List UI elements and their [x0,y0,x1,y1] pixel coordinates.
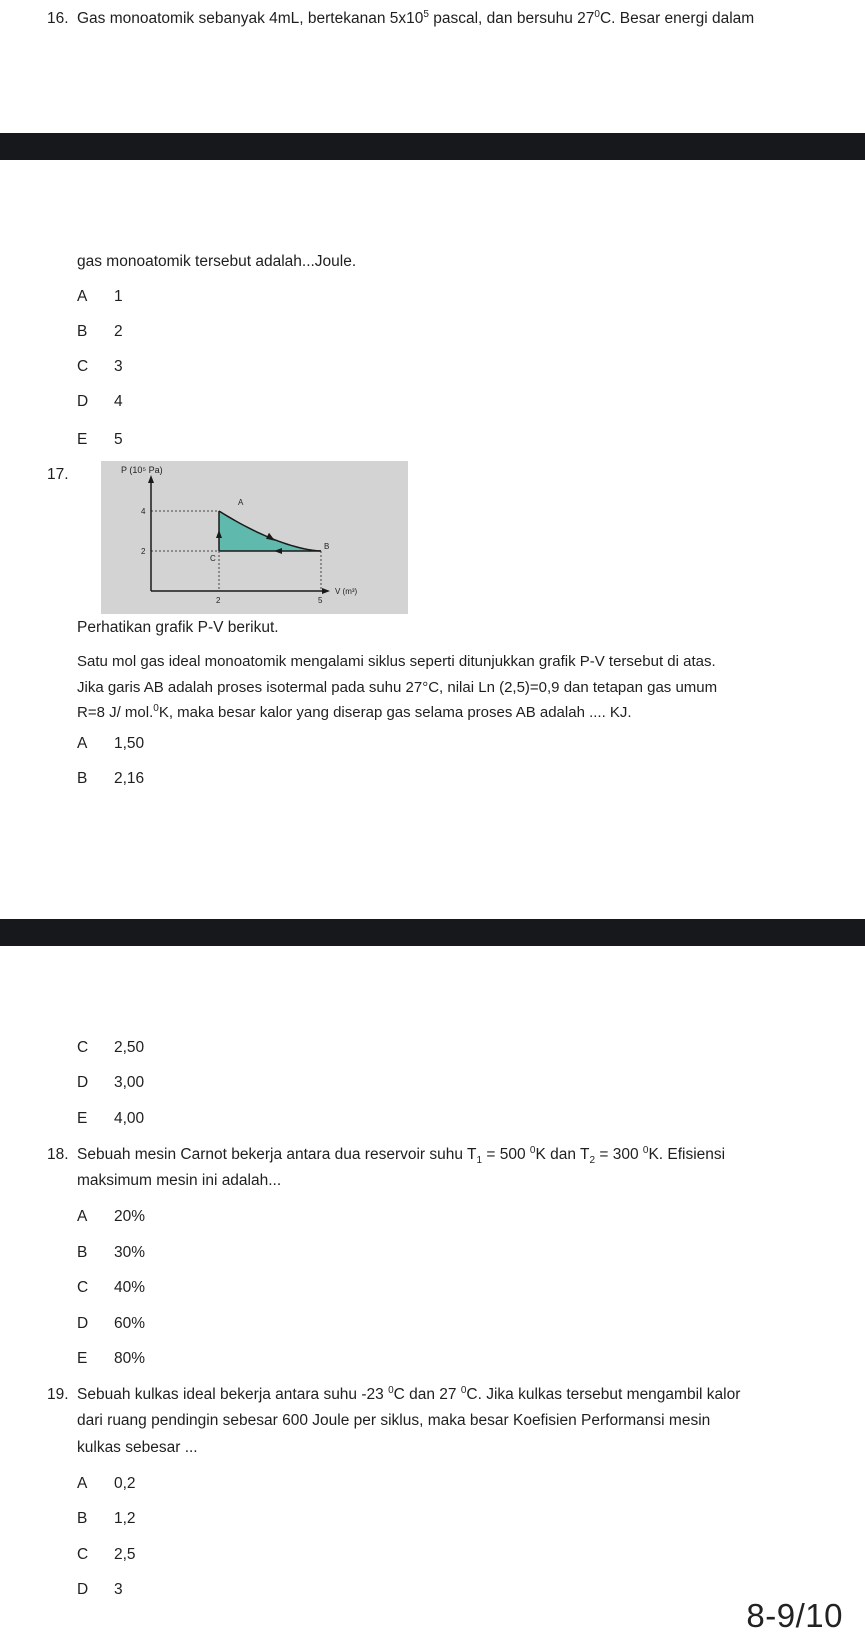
option-letter: D [77,393,89,410]
option-value: 4 [114,393,123,410]
pv-point-label-c: C [210,554,216,563]
option-letter: B [77,323,88,340]
q16-option-b[interactable] [77,320,277,344]
pv-x-axis-arrow [322,588,330,594]
q19-option-d[interactable] [77,1578,277,1602]
q16-question-line2: gas monoatomik tersebut adalah...Joule. [77,253,357,270]
pv-y-tick-label: 4 [141,507,146,516]
q17-option-d[interactable] [77,1071,277,1095]
pv-y-tick-label: 2 [141,547,146,556]
option-value: 40% [114,1279,146,1296]
option-value: 20% [114,1208,146,1225]
option-value: 4,00 [114,1110,145,1127]
q19-question-line2: dari ruang pendingin sebesar 600 Joule per siklus, maka besar Koefisien Performansi mesin [77,1412,711,1429]
option-letter: D [77,1074,89,1091]
page-indicator: 8-9/10 [720,1591,865,1639]
q18-option-a[interactable] [77,1205,277,1229]
q18-option-c[interactable] [77,1276,277,1300]
q17-paragraph-line1: Satu mol gas ideal monoatomik mengalami siklus seperti ditunjukkan grafik P-V tersebut di atas. [77,653,716,670]
option-letter: D [77,1315,89,1332]
option-letter: D [77,1581,89,1598]
option-letter: B [77,1244,88,1261]
option-value: 5 [114,431,123,448]
q17-number: 17. [47,466,69,483]
pv-x-tick-label: 2 [216,596,221,605]
option-value: 3,00 [114,1074,145,1091]
option-letter: C [77,358,89,375]
option-letter: C [77,1039,89,1056]
q17-paragraph-line3: R=8 J/ mol.$^0$K, maka besar kalor yang diserap gas selama proses AB adalah .... KJ. [77,703,632,721]
q16-option-c[interactable] [77,355,277,379]
q17-option-e[interactable] [77,1107,277,1131]
pv-cycle-area [219,511,321,551]
option-letter: A [77,1208,88,1225]
overlay-band-top [0,133,865,160]
option-value: 1,2 [114,1510,136,1527]
q17-paragraph-line2: Jika garis AB adalah proses isotermal pada suhu 27°C, nilai Ln (2,5)=0,9 dan tetapan gas umum [77,679,718,696]
q16-option-a[interactable] [77,285,277,309]
option-letter: A [77,735,88,752]
q17-option-b[interactable] [77,767,277,791]
pv-chart [101,461,408,614]
q19-option-b[interactable] [77,1507,277,1531]
option-value: 2 [114,323,123,340]
q17-option-a[interactable] [77,732,277,756]
q19-question-line1: Sebuah kulkas ideal bekerja antara suhu -23 $^0$C dan 27 $^0$C. Jika kulkas tersebut mengambil kalor [77,1384,741,1403]
pv-y-axis-label: P (10⁵ Pa) [121,465,163,475]
pv-point-label-b: B [324,542,330,551]
q17-option-c[interactable] [77,1036,277,1060]
option-letter: E [77,431,88,448]
option-letter: E [77,1350,88,1367]
q16-option-e[interactable] [77,428,277,452]
pv-point-label-a: A [238,498,244,507]
option-value: 1 [114,288,123,305]
q19-number: 19. [47,1386,69,1403]
q19-option-c[interactable] [77,1543,277,1567]
q16-question-line1: Gas monoatomik sebanyak 4mL, bertekanan $5x10^5$ pascal, dan bersuhu $27^0C$. Besar energi dalam [77,8,755,27]
q16-number: 16. [47,10,69,27]
option-value: 60% [114,1315,146,1332]
q18-option-d[interactable] [77,1312,277,1336]
option-letter: B [77,1510,88,1527]
q18-option-b[interactable] [77,1241,277,1265]
option-letter: C [77,1546,89,1563]
option-value: 3 [114,358,123,375]
q16-option-d[interactable] [77,390,277,414]
option-value: 1,50 [114,735,145,752]
q19-option-a[interactable] [77,1472,277,1496]
pv-x-tick-label: 5 [318,596,323,605]
option-value: 2,16 [114,770,145,787]
q17-caption: Perhatikan grafik P-V berikut. [77,619,279,636]
option-letter: A [77,1475,88,1492]
option-letter: B [77,770,88,787]
option-value: 3 [114,1581,123,1598]
option-value: 30% [114,1244,146,1261]
q19-question-line3: kulkas sebesar ... [77,1439,198,1456]
q18-question-line2: maksimum mesin ini adalah... [77,1172,282,1189]
option-value: 2,5 [114,1546,136,1563]
option-letter: C [77,1279,89,1296]
q18-number: 18. [47,1146,69,1163]
overlay-band-bottom [0,919,865,946]
option-value: 2,50 [114,1039,145,1056]
option-letter: E [77,1110,88,1127]
q18-question-line1: Sebuah mesin Carnot bekerja antara dua reservoir suhu $T_1 = 500$ $^0$K dan $T_2 = 300$ $^0$K. Efisiensi [77,1144,726,1167]
q18-option-e[interactable] [77,1347,277,1371]
option-value: 80% [114,1350,146,1367]
option-letter: A [77,288,88,305]
pv-y-axis-arrow [148,475,154,483]
option-value: 0,2 [114,1475,136,1492]
pv-x-axis-label: V (m³) [335,587,358,596]
